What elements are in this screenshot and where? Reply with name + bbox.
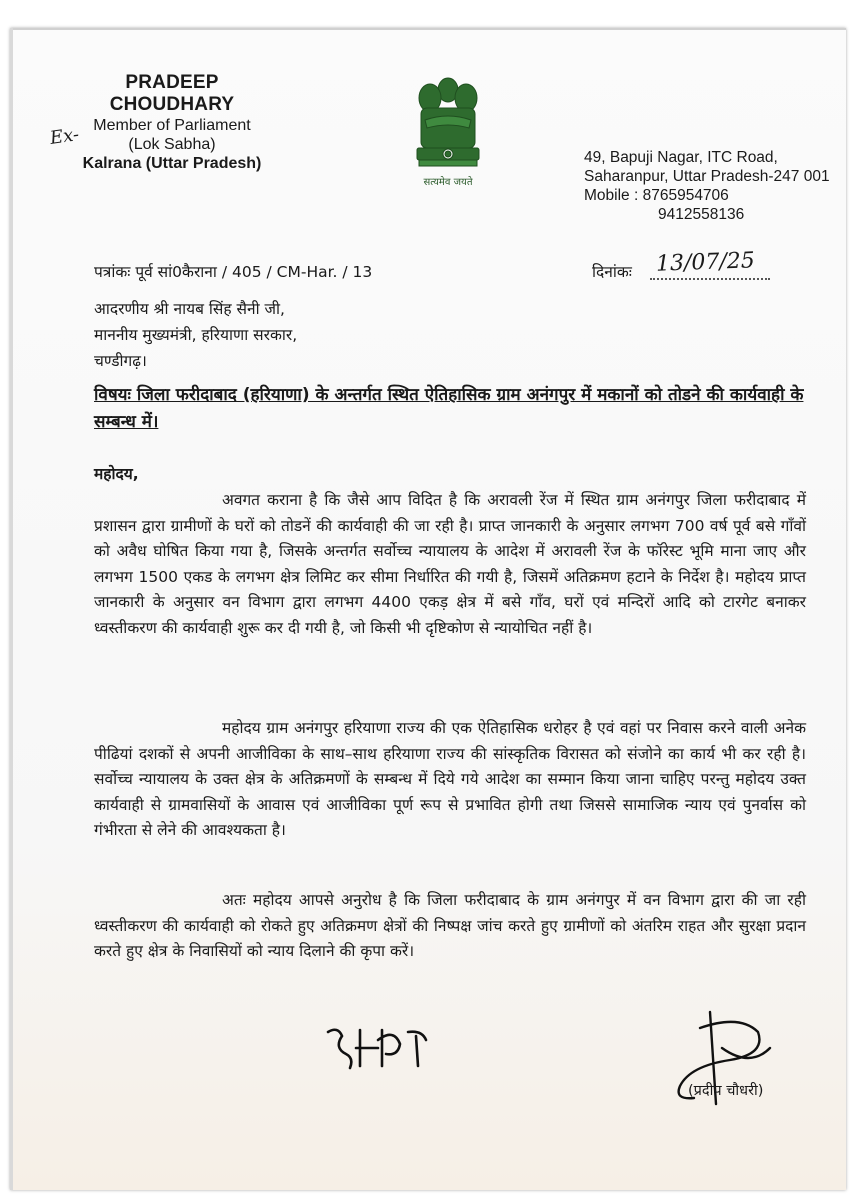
page-left-edge <box>10 28 13 1190</box>
body-paragraph-1: अवगत कराना है कि जैसे आप विदित है कि अरावली रेंज में स्थित ग्राम अनंगपुर जिला फरीदाबाद में प्रशासन द्वारा ग्रामीणों के घरों को तोडनें की कार्यवाही की जा रही है। प्राप्त जानकारी के अनुसार लगभग 700 वर्ष पूर्व बसे गाँवों को अवैध घोषित किया गया है, जिसके अन्तर्गत सर्वोच्च न्यायालय के आदेश में अरावली रेंज के फॉरेस्ट भूमि माना जाए और लगभग 1500 एकड के लगभग क्षेत्र लिमिट कर सीमा निर्धारित की गयी है, जिसमें अतिक्रमण हटाने के निर्देश है। महोदय प्राप्त जानकारी के अनुसार वन विभाग द्वारा लगभग 4400 एकड़ क्षेत्र में बसे गाँव, घरों एवं मन्दिरों आदि को टारगेट बनाकर ध्वस्तीकरण की कार्यवाही शुरू कर दी गयी है, जो किसी भी दृष्टिकोण से न्यायोचित नहीं है। <box>94 491 806 637</box>
sender-constituency: Kalrana (Uttar Pradesh) <box>82 155 262 172</box>
page-top-edge <box>10 28 846 30</box>
sender-address <box>584 148 830 224</box>
date-label: दिनांकः <box>592 263 632 281</box>
handwritten-date: 13/07/25 <box>655 248 756 277</box>
mobile-number-2: 9412558136 <box>658 206 745 223</box>
handwritten-ex-prefix: Ex- <box>48 124 81 149</box>
subject-line: विषयः जिला फरीदाबाद (हरियाणा) के अन्तर्गत स्थित ऐतिहासिक ग्राम अनंगपुर में मकानों को तोडने की कार्यवाही के सम्बन्ध में। <box>94 385 804 432</box>
recipient-line-3: चण्डीगढ़। <box>94 352 147 370</box>
address-line-1: 49, Bapuji Nagar, ITC Road, <box>584 149 778 166</box>
sender-house: (Lok Sabha) <box>128 136 216 153</box>
sender-designation: Member of Parliament <box>93 117 251 134</box>
letter-page <box>10 28 846 1190</box>
salutation: महोदय, <box>94 465 139 483</box>
signatory-name: (प्रदीप चौधरी) <box>688 1083 764 1099</box>
date-dotted-line <box>650 278 770 280</box>
recipient-block <box>94 296 297 374</box>
body-paragraph-2: महोदय ग्राम अनंगपुर हरियाणा राज्य की एक ऐतिहासिक धरोहर है एवं वहां पर निवास करने वाली अनेक पीढियां दशकों से अपनी आजीविका के साथ–साथ हरियाणा राज्य की सांस्कृतिक विरासत को संजोने का कार्य भी कर रही है। सर्वोच्च न्यायालय के उक्त क्षेत्र के अतिक्रमणों के सम्बन्ध में दिये गये आदेश का सम्मान किया जाना चाहिए परन्तु महोदय उक्त कार्यवाही से ग्रामवासियों के आवास एवं आजीविका पूर्ण रूप से प्रभावित होगी तथा जिससे सामाजिक न्याय एवं पुनर्वास को गंभीरता से लेने की आवश्यकता है। <box>94 719 806 839</box>
emblem-motto: सत्यमेव जयते <box>423 177 473 188</box>
mobile-row <box>584 186 830 205</box>
recipient-line-1: आदरणीय श्री नायब सिंह सैनी जी, <box>94 300 285 318</box>
mobile-number-1: 8765954706 <box>642 187 729 204</box>
address-line-2: Saharanpur, Uttar Pradesh-247 001 <box>584 168 830 185</box>
mobile-label: Mobile : <box>584 187 639 204</box>
letterhead-sender <box>72 72 272 174</box>
reference-number: पत्रांकः पूर्व सां0कैराना / 405 / CM-Har. / 13 <box>94 263 373 281</box>
recipient-line-2: माननीय मुख्यमंत्री, हरियाणा सरकार, <box>94 326 298 344</box>
sender-name: PRADEEP CHOUDHARY <box>109 72 235 115</box>
handwritten-saadar-closing <box>320 1018 440 1078</box>
body-paragraph-3: अतः महोदय आपसे अनुरोध है कि जिला फरीदाबाद के ग्राम अनंगपुर में वन विभाग द्वारा की जा रही ध्वस्तीकरण की कार्यवाही को रोकते हुए अतिक्रमण क्षेत्रों की निष्पक्ष जांच करते हुए ग्रामीणों को अंतरिम राहत और सुरक्षा प्रदान करते हुए क्षेत्र के निवासियों को न्याय दिलाने की कृपा करें। <box>94 891 806 960</box>
